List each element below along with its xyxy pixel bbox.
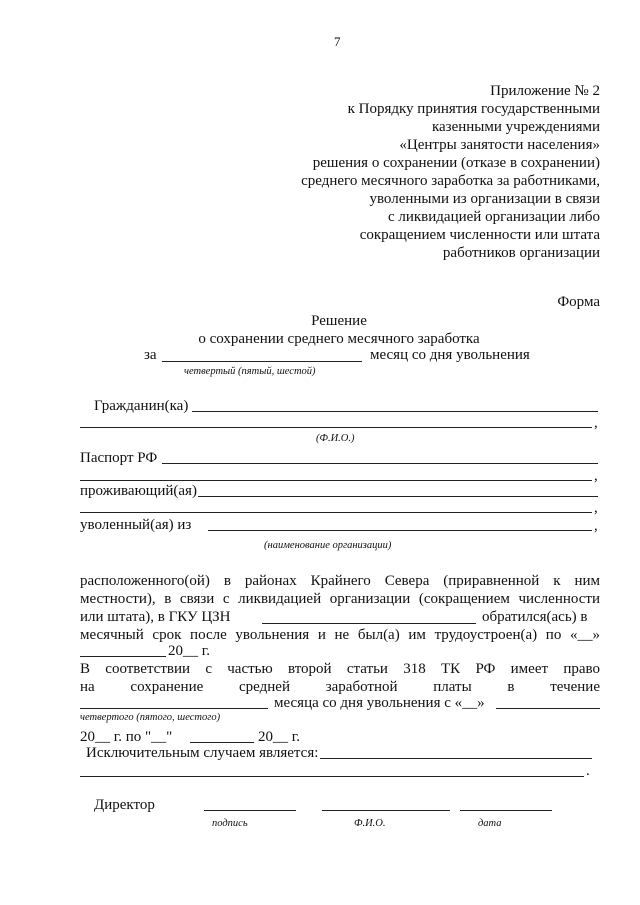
appendix-line: решения о сохранении (отказе в сохранении) (312, 155, 600, 171)
appendix-line: среднего месячного заработка за работниками, (301, 173, 600, 189)
signature-date-line[interactable] (460, 810, 552, 811)
comma: , (594, 500, 598, 516)
signature-line[interactable] (204, 810, 296, 811)
passport-label: Паспорт РФ (80, 450, 158, 466)
body-line: на сохранение средней заработной платы в течение (80, 679, 600, 695)
exceptional-line-2[interactable] (80, 776, 584, 777)
month-ordinal-caption: четвертый (пятый, шестой) (184, 366, 316, 377)
form-label: Форма (557, 294, 600, 310)
period: . (586, 763, 590, 779)
citizen-name-line-2[interactable] (80, 427, 592, 428)
body-line: В соответствии с частью второй статьи 318 ТК РФ имеет право (80, 661, 600, 677)
appendix-line: «Центры занятости населения» (399, 137, 600, 153)
appendix-line: казенными учреждениями (431, 119, 600, 135)
resident-label: проживающий(ая) (80, 483, 197, 499)
appendix-line: сокращением численности или штата (359, 227, 600, 243)
comma: , (594, 415, 598, 431)
passport-line[interactable] (162, 463, 598, 464)
director-name-line[interactable] (322, 810, 450, 811)
body-line: или штата), в ГКУ ЦЗН (80, 609, 231, 625)
name-caption: Ф.И.О. (354, 818, 386, 829)
comma: , (594, 468, 598, 484)
title-subject: о сохранении среднего месячного заработка (198, 331, 480, 347)
end-date-line[interactable] (190, 742, 254, 743)
body-line: 20__ г. по "__" (80, 729, 173, 745)
body-line: месяца со дня увольнения с «__» (274, 695, 485, 711)
director-label: Директор (94, 797, 155, 813)
date-caption: дата (478, 818, 502, 829)
exceptional-label: Исключительным случаем является: (86, 745, 319, 761)
appendix-header (180, 82, 600, 262)
appendix-line: Приложение № 2 (490, 83, 600, 99)
body-line: 20__ г. (168, 643, 210, 659)
body-line: 20__ г. (258, 729, 300, 745)
organization-line[interactable] (208, 530, 592, 531)
unemployed-date-line[interactable] (80, 656, 166, 657)
citizen-label: Гражданин(ка) (94, 398, 189, 414)
citizen-name-line[interactable] (192, 411, 598, 412)
for-suffix: месяц со дня увольнения (370, 347, 530, 363)
appendix-line: к Порядку принятия государственными (347, 101, 600, 117)
page-number: 7 (334, 34, 341, 49)
address-line[interactable] (198, 496, 598, 497)
appendix-line: уволенными из организации в связи (369, 191, 600, 207)
appendix-line: с ликвидацией организации либо (387, 209, 600, 225)
months-caption: четвертого (пятого, шестого) (80, 712, 221, 723)
czn-name-line[interactable] (262, 623, 476, 624)
for-prefix: за (144, 347, 157, 363)
comma: , (594, 518, 598, 534)
exceptional-line[interactable] (320, 758, 592, 759)
body-line: местности), в связи с ликвидацией организации (сокращением численности (80, 591, 600, 607)
title-decision: Решение (311, 313, 367, 329)
appendix-line: работников организации (442, 245, 600, 261)
passport-line-2[interactable] (80, 480, 592, 481)
signature-caption: подпись (212, 818, 248, 829)
body-line: месячный срок после увольнения и не был(а) им трудоустроен(а) по «__» (80, 627, 600, 643)
address-line-2[interactable] (80, 512, 592, 513)
start-date-line[interactable] (496, 708, 600, 709)
months-count-line[interactable] (80, 708, 268, 709)
dismissed-label: уволенный(ая) из (80, 517, 192, 533)
month-ordinal-line[interactable] (162, 361, 362, 362)
body-line: обратился(ась) в (482, 609, 588, 625)
organization-caption: (наименование организации) (264, 540, 392, 551)
citizen-caption: (Ф.И.О.) (316, 433, 355, 444)
body-line: расположенного(ой) в районах Крайнего Севера (приравненной к ним (80, 573, 600, 589)
